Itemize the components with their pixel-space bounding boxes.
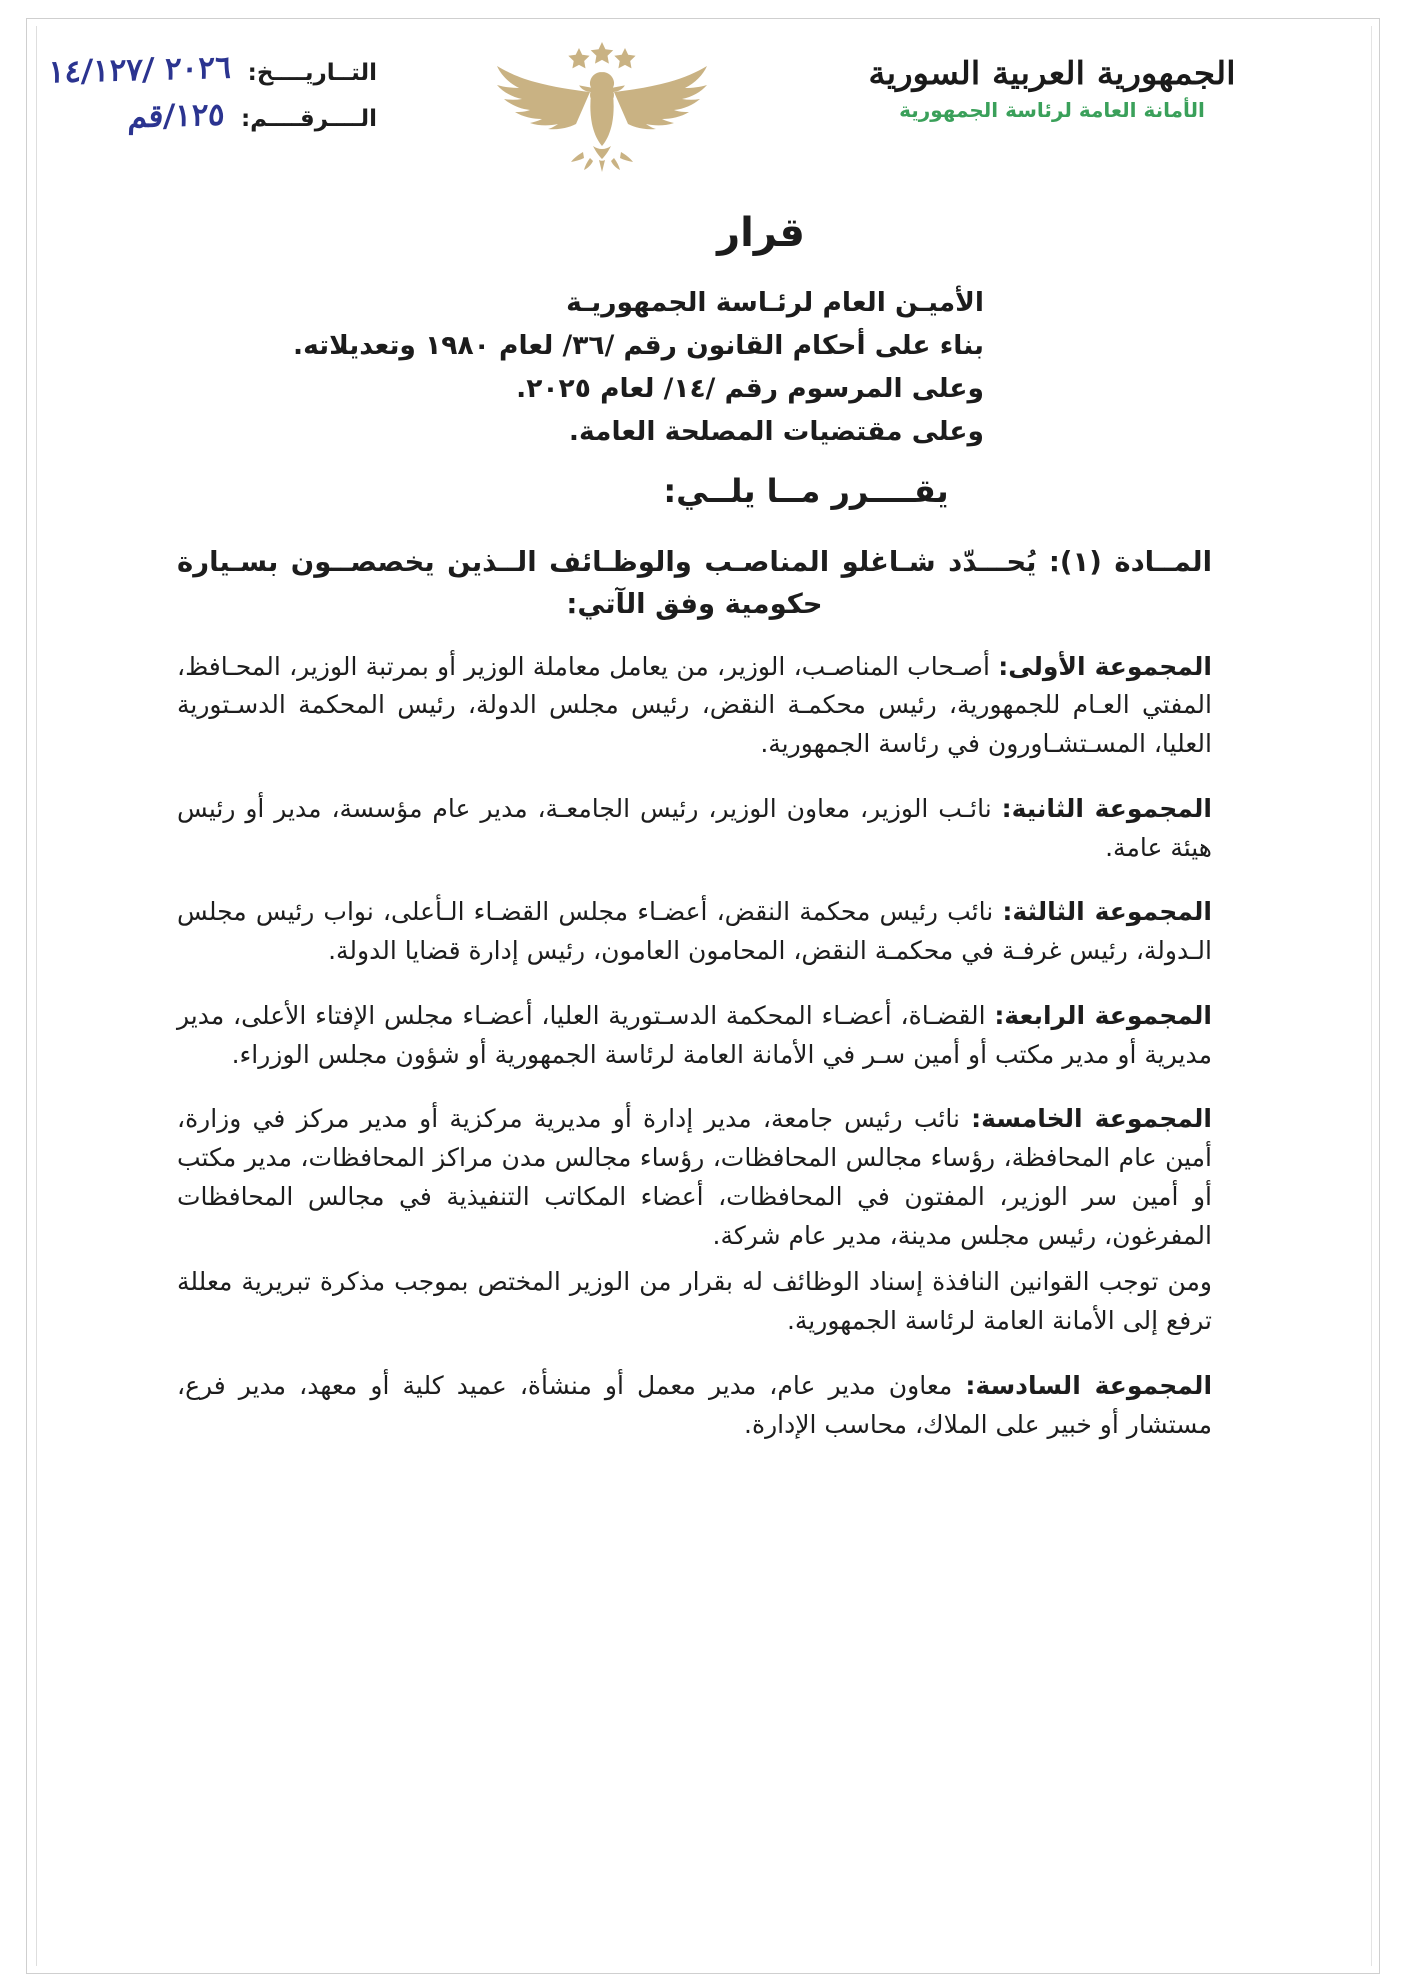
group-label: المجموعة الثانية: xyxy=(1001,793,1212,823)
group-text: نائب رئيس محكمة النقض، أعضـاء مجلس القضـاء الـأعلى، نواب رئيس مجلس الـدولة، رئيس غرفـة في محكمـة النقض، المحامون العامون، رئيس إدارة قضايا الدولة. xyxy=(177,897,1212,966)
document-body xyxy=(177,542,1212,1470)
group-item xyxy=(177,893,1212,971)
group-item xyxy=(177,997,1212,1075)
group-text: أصـحاب المناصـب، الوزير، من يعامل معاملة الوزير أو بمرتبة الوزير، المحـافظ، المفتي العـام للجمهورية، رئيس محكمـة النقض، رئيس مجلس الدولة، رئيس المحكمة الدسـتورية العليا، المسـتشـاورون في رئاسة الجمهورية. xyxy=(177,651,1212,759)
reference-stamp-block xyxy=(47,49,377,144)
number-value: ١٢٥/قم xyxy=(127,96,226,136)
document-header xyxy=(0,0,1402,200)
group-item xyxy=(177,1367,1212,1445)
masthead-country-name: الجمهورية العربية السورية xyxy=(868,55,1236,93)
group-label: المجموعة الرابعة: xyxy=(994,1000,1212,1030)
group-label: المجموعة الأولى: xyxy=(998,651,1212,681)
date-line xyxy=(47,49,377,91)
golden-eagle-emblem xyxy=(487,30,717,180)
group-label: المجموعة السادسة: xyxy=(965,1370,1213,1400)
preamble-line-3: وعلى المرسوم رقم /١٤/ لعام ٢٠٢٥. xyxy=(516,372,984,404)
group-item xyxy=(177,790,1212,868)
preamble-line-1: الأميـن العام لرئـاسة الجمهوريـة xyxy=(566,287,984,318)
group-label: المجموعة الثالثة: xyxy=(1002,897,1212,927)
number-label: الــــرقــــم: xyxy=(240,106,377,132)
article-one-heading: المــادة (١): يُحـــدّد شـاغلو المناصـب والوظـائف الــذين يخصصــون بسـيارة حكومية وفق الآتي: xyxy=(177,546,1212,620)
preamble-line-2: بناء على أحكام القانون رقم /٣٦/ لعام ١٩٨٠ وتعديلاته. xyxy=(293,329,984,361)
group-text: القضـاة، أعضـاء المحكمة الدسـتورية العليا، أعضـاء مجلس الإفتاء الأعلى، مدير مديرية أو مدير مكتب أو أمين سـر في الأمانة العامة لرئاسة الجمهورية أو شؤون مجلس الوزراء. xyxy=(177,1000,1212,1069)
decides-text: يقــــرر مــا يلــي: xyxy=(663,472,949,510)
masthead xyxy=(852,54,1252,122)
number-line xyxy=(47,98,377,134)
group-item xyxy=(177,1100,1212,1255)
group-label: المجموعة الخامسة: xyxy=(971,1104,1212,1134)
preamble-block xyxy=(293,282,984,454)
page-title xyxy=(0,210,1402,256)
date-label: التــاريــــخ: xyxy=(247,60,377,86)
group-text: نائب رئيس جامعة، مدير إدارة أو مديرية مركزية أو مدير مركز في وزارة، أمين عام المحافظة، رؤساء مجالس المحافظات، رؤساء مجالس مدن مراكز المحافظات، مدير مكتب أو أمين سر الوزير، المفتون في المحافظات، أعضاء المكاتب التنفيذية في مجالس المحافظات المفرغون، رئيس مجلس مدينة، مدير عام شركة. xyxy=(177,1104,1212,1250)
group-text: نائـب الوزير، معاون الوزير، رئيس الجامعـة، مدير عام مؤسسة، مدير أو رئيس هيئة عامة. xyxy=(177,793,1212,862)
group-item xyxy=(177,648,1212,764)
page-title-text: قرار xyxy=(717,210,805,256)
fifth-group-note: ومن توجب القوانين النافذة إسناد الوظائف له بقرار من الوزير المختص بموجب مذكرة تبريرية معللة ترفع إلى الأمانة العامة لرئاسة الجمهورية. xyxy=(177,1267,1212,1336)
preamble-line-4: وعلى مقتضيات المصلحة العامة. xyxy=(568,415,984,447)
decides-heading xyxy=(0,472,1402,510)
date-value: ٢٠٢٦ /١٤/١٢٧ xyxy=(47,49,233,91)
group-text: معاون مدير عام، مدير معمل أو منشأة، عميد كلية أو معهد، مدير فرع، مستشار أو خبير على الملاك، محاسب الإدارة. xyxy=(177,1370,1212,1439)
masthead-office-name: الأمانة العامة لرئاسة الجمهورية xyxy=(899,98,1205,122)
